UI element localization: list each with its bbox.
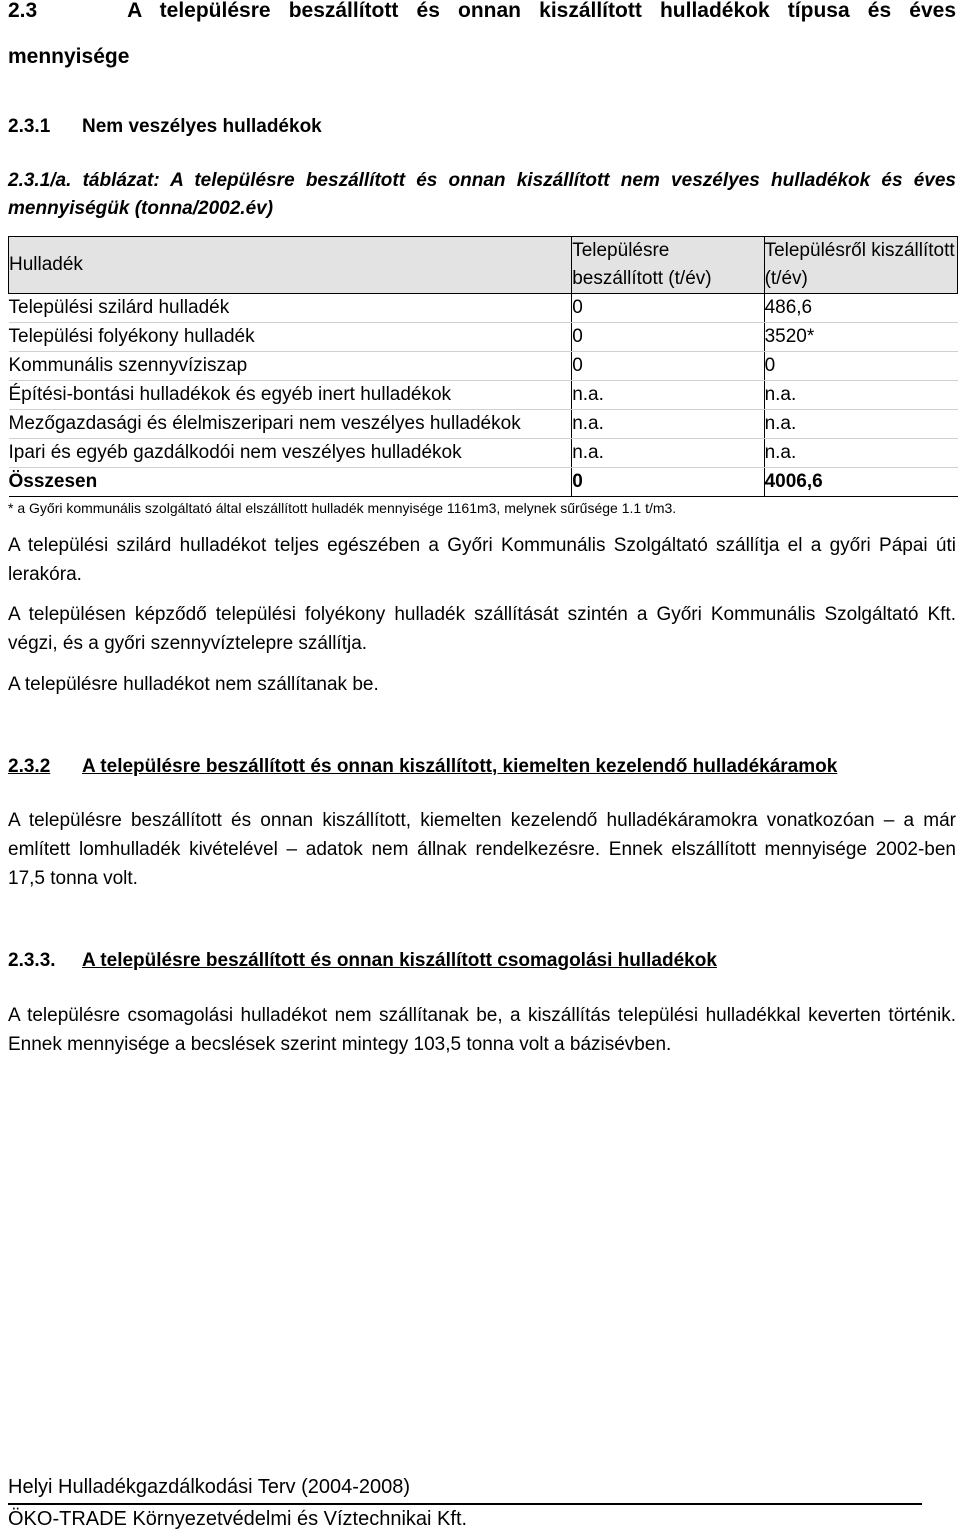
- table-caption: [8, 167, 956, 223]
- table-row: [9, 410, 958, 439]
- table-caption-line1: táblázat: A településre beszállított és onnan kiszállított nem veszélyes hulladékok és éves: [82, 170, 956, 191]
- cell-outgoing: n.a.: [764, 410, 957, 439]
- cell-incoming: n.a.: [572, 381, 764, 410]
- table-row: [9, 323, 958, 352]
- section-heading-line1: A településre beszállított és onnan kiszállított hulladékok típusa és éves: [127, 0, 956, 22]
- cell-incoming: 0: [572, 323, 764, 352]
- subheading-231: [8, 116, 322, 138]
- footer-divider: [8, 1503, 922, 1505]
- footer-company: ÖKO-TRADE Környezetvédelmi és Víztechnikai Kft.: [8, 1508, 468, 1530]
- section-heading-number: 2.3: [8, 0, 38, 22]
- subheading-233-text: A településre beszállított és onnan kiszállított csomagolási hulladékok: [82, 950, 717, 971]
- table-footnote: * a Győri kommunális szolgáltató által elszállított hulladék mennyisége 1161m3, melynek sűrűsége 1.1 t/m3.: [8, 500, 677, 516]
- cell-incoming: n.a.: [572, 439, 764, 468]
- subheading-232-number: 2.3.2: [8, 756, 51, 777]
- section-heading: [8, 0, 956, 34]
- paragraph-packaging-waste: A településre csomagolási hulladékot nem szállítanak be, a kiszállítás települési hulladékkal keverten történik. Ennek mennyisége a becslések szerint mintegy 103,5 tonna volt a bázisévben.: [8, 1005, 956, 1055]
- table-row: [9, 381, 958, 410]
- cell-waste-type: Építési-bontási hulladékok és egyéb inert hulladékok: [9, 381, 572, 410]
- subheading-232-text: A településre beszállított és onnan kiszállított, kiemelten kezelendő hulladékáramok: [82, 756, 838, 777]
- section-heading-line2: mennyisége: [8, 45, 130, 68]
- total-outgoing: 4006,6: [764, 468, 957, 497]
- cell-waste-type: Ipari és egyéb gazdálkodói nem veszélyes hulladékok: [9, 439, 572, 468]
- footer-plan-title: Helyi Hulladékgazdálkodási Terv (2004-2008): [8, 1476, 411, 1498]
- table-row: [9, 352, 958, 381]
- cell-waste-type: Települési szilárd hulladék: [9, 294, 572, 323]
- paragraph-solid-waste: A települési szilárd hulladékot teljes egészében a Győri Kommunális Szolgáltató szállítja el a győri Pápai úti lerakóra.: [8, 535, 956, 585]
- table-header-row: [9, 237, 958, 294]
- cell-outgoing: n.a.: [764, 439, 957, 468]
- total-label: Összesen: [9, 468, 572, 497]
- cell-outgoing: 486,6: [764, 294, 957, 323]
- header-incoming: Településre beszállított (t/év): [572, 237, 764, 294]
- paragraph-liquid-waste: A településen képződő települési folyékony hulladék szállítását szintén a Győri Kommunális Szolgáltató Kft. végzi, és a győri szennyvíztelepre szállítja.: [8, 604, 956, 654]
- table-caption-line2: mennyiségük (tonna/2002.év): [8, 198, 274, 219]
- subheading-233-number: 2.3.3.: [8, 950, 56, 971]
- subheading-231-text: Nem veszélyes hulladékok: [82, 116, 322, 137]
- header-waste: Hulladék: [9, 237, 572, 294]
- cell-incoming: 0: [572, 294, 764, 323]
- cell-outgoing: n.a.: [764, 381, 957, 410]
- subheading-233: [8, 950, 717, 972]
- cell-incoming: n.a.: [572, 410, 764, 439]
- total-incoming: 0: [572, 468, 764, 497]
- subheading-232: [8, 756, 837, 778]
- table-caption-number: 2.3.1/a.: [8, 170, 72, 191]
- table-row: [9, 294, 958, 323]
- header-outgoing: Településről kiszállított (t/év): [764, 237, 957, 294]
- subheading-231-number: 2.3.1: [8, 116, 51, 137]
- cell-outgoing: 3520*: [764, 323, 957, 352]
- cell-waste-type: Mezőgazdasági és élelmiszeripari nem veszélyes hulladékok: [9, 410, 572, 439]
- table-total-row: [9, 468, 958, 497]
- table-row: [9, 439, 958, 468]
- cell-waste-type: Települési folyékony hulladék: [9, 323, 572, 352]
- paragraph-priority-streams: A településre beszállított és onnan kiszállított, kiemelten kezelendő hulladékáramokra vonatkozóan – a már említett lomhulladék kivételével – adatok nem állnak rendelkezésre. Ennek elszállított mennyisége 2002-ben 17,5 tonna volt.: [8, 810, 956, 889]
- paragraph-no-incoming: A településre hulladékot nem szállítanak be.: [8, 674, 379, 695]
- waste-table: [8, 236, 958, 497]
- cell-waste-type: Kommunális szennyvíziszap: [9, 352, 572, 381]
- cell-outgoing: 0: [764, 352, 957, 381]
- cell-incoming: 0: [572, 352, 764, 381]
